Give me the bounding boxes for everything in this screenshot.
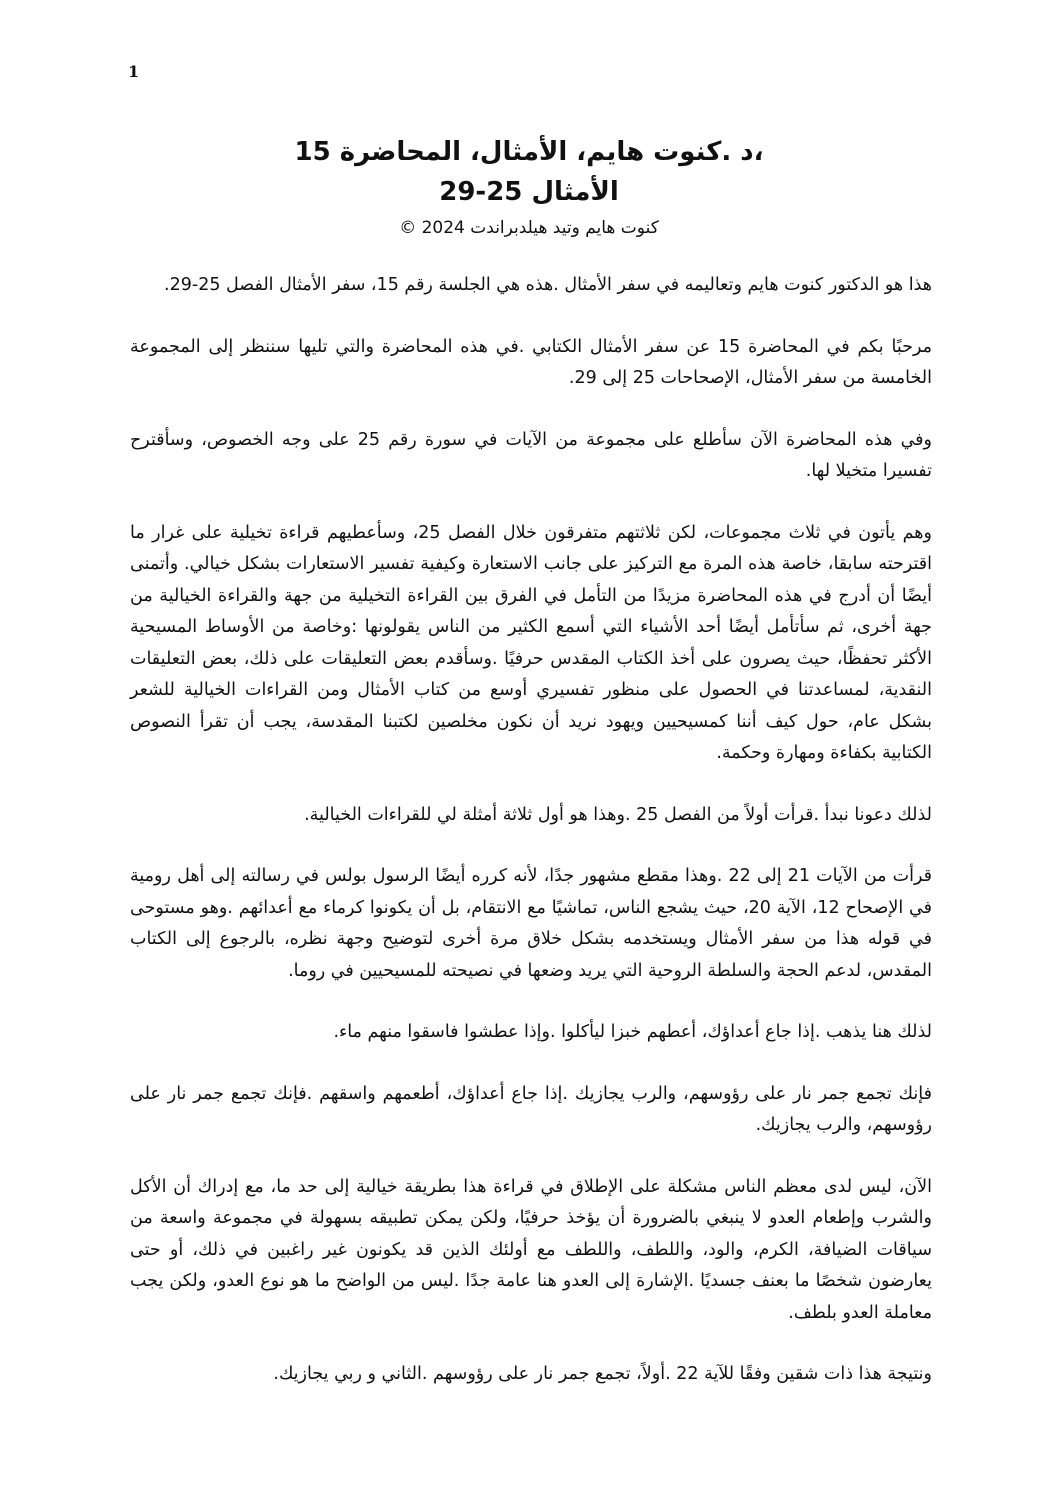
paragraph-quote-1: لذلك هنا يذهب .إذا جاع أعداؤك، أعطهم خبزا ليأكلوا .وإذا عطشوا فاسقوا منهم ماء. — [333, 1022, 932, 1042]
document-header — [128, 132, 930, 242]
paragraph-start: لذلك دعونا نبدأ .قرأت أولاً من الفصل 25 .وهذا هو أول ثلاثة أمثلة لي للقراءات الخيالية. — [304, 804, 932, 825]
paragraph-result: ونتيجة هذا ذات شقين وفقًا للآية 22 .أولاً، تجمع جمر نار على رؤوسهم .الثاني و ربي يجازيك. — [273, 1364, 932, 1384]
page-number: 1 — [128, 62, 140, 81]
paragraph-intro: هذا هو الدكتور كنوت هايم وتعاليمه في سفر الأمثال .هذه هي الجلسة رقم 15، سفر الأمثال الفصل 25-29. — [164, 275, 932, 295]
document-body — [130, 270, 932, 1421]
document-title-line-1: ،د .كنوت هايم، الأمثال، المحاضرة 15 — [294, 137, 764, 167]
paragraph-interpretation: الآن، ليس لدى معظم الناس مشكلة على الإطلاق في قراءة هذا بطريقة خيالية إلى حد ما، مع إدراك أن الأكل والشرب وإطعام العدو لا ينبغي بالضرورة أن يؤخذ حرفيًا، ولكن يمكن تطبيقه بسهولة في مجموعة واسعة من سياقات الضيافة، الكرم، والود، واللطف، واللطف مع أولئك الذين قد يكونون غير راغبين في ذلك، أو حتى يعارضون شخصًا ما بعنف جسديًا .الإشارة إلى العدو هنا عامة جدًا .ليس من الواضح ما هو نوع العدو، ولكن يجب معاملة العدو بلطف. — [130, 1176, 932, 1323]
paragraph-overview: وفي هذه المحاضرة الآن سأطلع على مجموعة من الآيات في سورة رقم 25 على وجه الخصوص، وسأقترح تفسيرا متخيلا لها. — [130, 429, 933, 481]
paragraph-quote-2: فإنك تجمع جمر نار على رؤوسهم، والرب يجازيك .إذا جاع أعداؤك، أطعمهم واسقهم .فإنك تجمع جمر نار على رؤوسهم، والرب يجازيك. — [130, 1083, 932, 1135]
paragraph-welcome: مرحبًا بكم في المحاضرة 15 عن سفر الأمثال الكتابي .في هذه المحاضرة والتي تليها سننظر إلى المجموعة الخامسة من سفر الأمثال، الإصحاحات 25 إلى 29. — [130, 336, 933, 388]
paragraph-groups: وهم يأتون في ثلاث مجموعات، لكن ثلاثتهم متفرقون خلال الفصل 25، وسأعطيهم قراءة تخيلية على غرار ما اقترحته سابقا، خاصة هذه المرة مع التركيز على جانب الاستعارة وكيفية تفسير الاستعارات بشكل خيالي. وأتمنى أيضًا أن أدرج في هذه المحاضرة مزيدًا من التأمل في الفرق بين القراءة التخيلية من جهة والقراءة الخيالية من جهة أخرى، ثم سأتأمل أيضًا أحد الأشياء التي أسمع الكثير من الناس يقولونها :وخاصة من الأوساط المسيحية الأكثر تحفظًا، حيث يصرون على أخذ الكتاب المقدس حرفيًا .وسأقدم بعض التعليقات على ذلك، بعض التعليقات النقدية، لمساعدتنا في الحصول على منظور تفسيري أوسع من كتاب الأمثال ومن القراءات الخيالية للشعر بشكل عام، حول كيف أننا كمسيحيين ويهود نريد أن نكون مخلصين لكتبنا المقدسة، يجب أن تقرأ النصوص الكتابية بكفاءة ومهارة وحكمة. — [130, 522, 932, 763]
document-title-line-2: الأمثال 25-29 — [439, 177, 619, 207]
copyright-notice: كنوت هايم وتيد هيلدبراندت 2024 © — [399, 218, 659, 238]
paragraph-verses: قرأت من الآيات 21 إلى 22 .وهذا مقطع مشهور جدًا، لأنه كرره أيضًا الرسول بولس في رسالته إلى أهل رومية في الإصحاح 12، الآية 20، حيث يشجع الناس، تماشيًا مع الانتقام، بل أن يكونوا كرماء مع أعدائهم .وهو مستوحى في قوله هذا من سفر الأمثال ويستخدمه بشكل خلاق مرة أخرى لتوضيح وجهة نظره، بالرجوع إلى الكتاب المقدس، لدعم الحجة والسلطة الروحية التي يريد وضعها في نصيحته للمسيحيين في روما. — [130, 866, 933, 981]
